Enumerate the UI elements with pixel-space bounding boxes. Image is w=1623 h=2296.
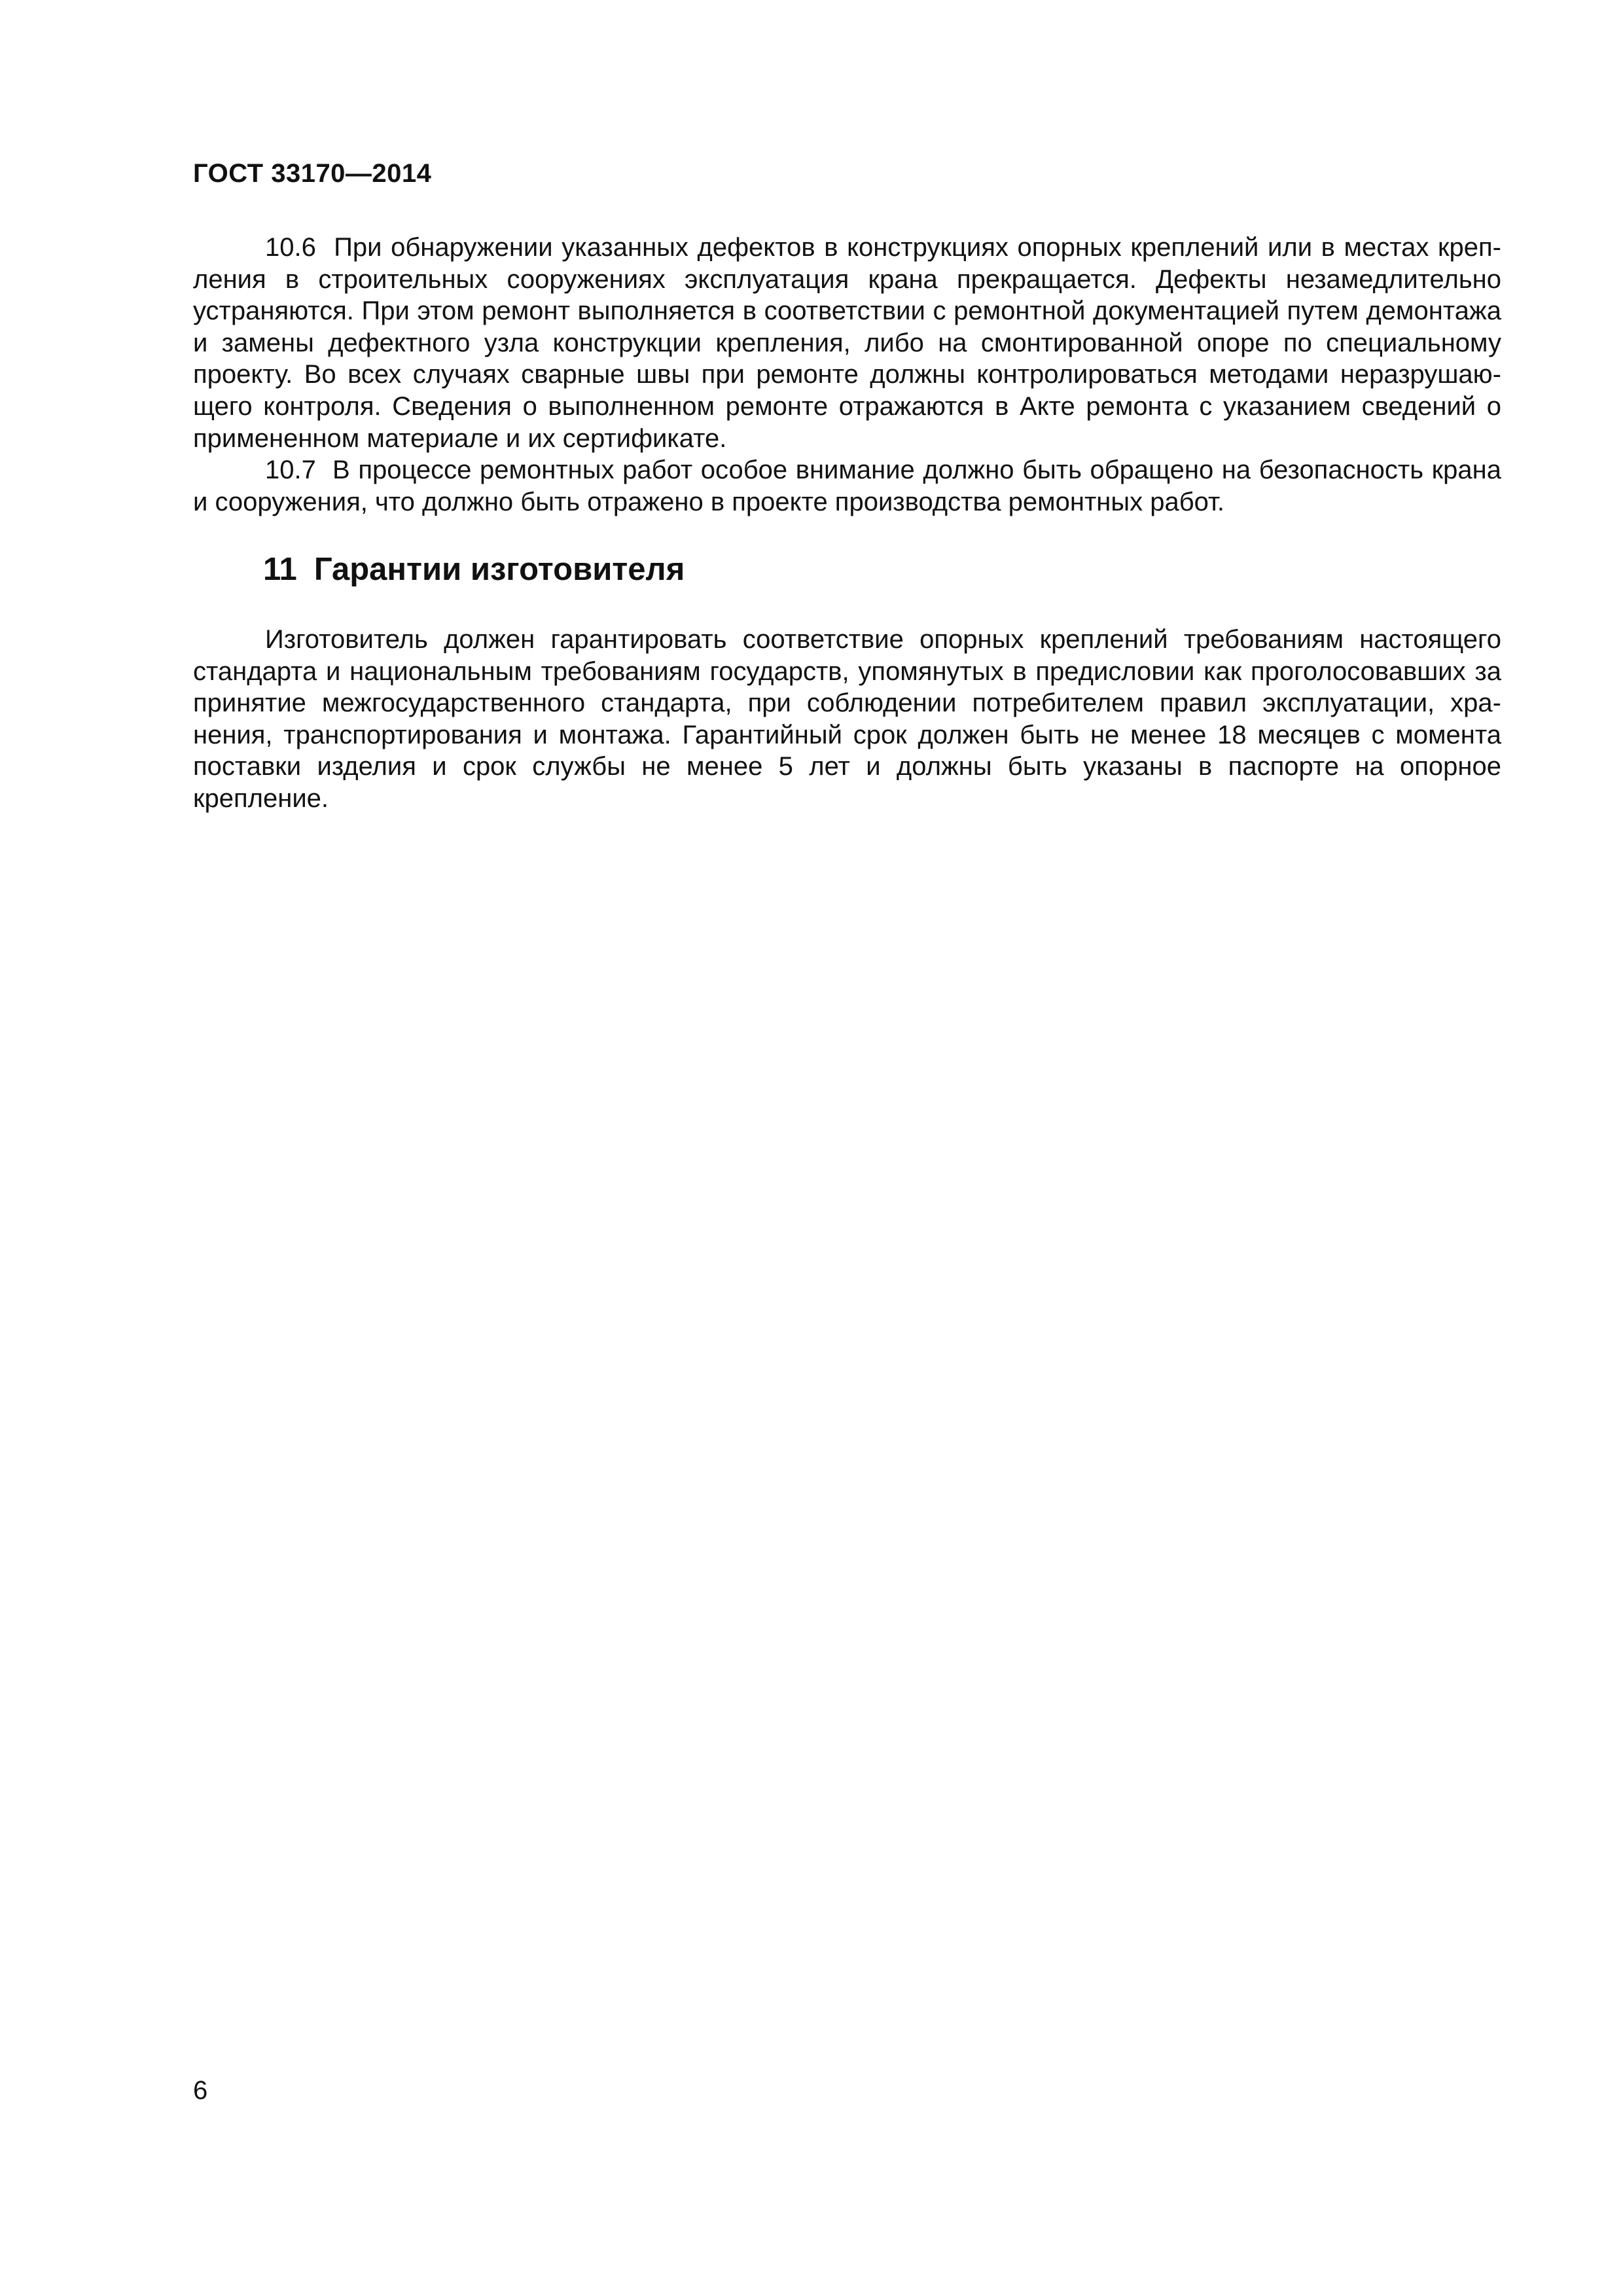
paragraph-10-6: [193, 232, 1501, 454]
section-number: 11: [263, 552, 297, 587]
paragraph-text: При обнаружении указанных дефектов в конструкциях опорных креплений или в местах крепления в строительных сооружениях эксплуатация крана прекращается. Дефекты незамедлительно устраняются. При этом ремонт выполняется в соответствии с ремонтной документацией путем демонтажа и замены дефектного узла конструкции крепления, либо на смонтированной опоре по специальному проекту. Во всех случаях сварные швы при ремонте должны контролироваться методами неразрушающего контроля. Сведения о выполненном ремонте отражаются в Акте ремонта с указанием сведений о примененном материале и их сертификате.: [193, 233, 1501, 453]
section-11-body: [193, 624, 1501, 815]
page-number: 6: [193, 2076, 208, 2105]
paragraph-10-7: [193, 454, 1501, 518]
section-title: Гарантии изготовителя: [313, 552, 685, 587]
section-heading-11: [263, 551, 685, 588]
page-header: ГОСТ 33170—2014: [193, 159, 432, 188]
paragraph-11: Изготовитель должен гарантировать соответствие опорных креплений требованиям настоящего стандарта и национальным требованиям государств, упомянутых в предисловии как проголосовавших за принятие межгосударственного стандарта, при соблюдении потребителем правил эксплуатации, хранения, транспортирования и монтажа. Гарантийный срок должен быть не менее 18 месяцев с момента поставки изделия и срок службы не менее 5 лет и должны быть указаны в паспорте на опорное крепление.: [193, 625, 1501, 813]
paragraph-text: В процессе ремонтных работ особое внимание должно быть обращено на безопасность крана и сооружения, что должно быть отражено в проекте производства ремонтных работ.: [193, 456, 1502, 516]
paragraph-number: 10.6: [265, 233, 316, 262]
paragraph-number: 10.7: [265, 456, 316, 485]
section-10-body: [193, 232, 1501, 518]
